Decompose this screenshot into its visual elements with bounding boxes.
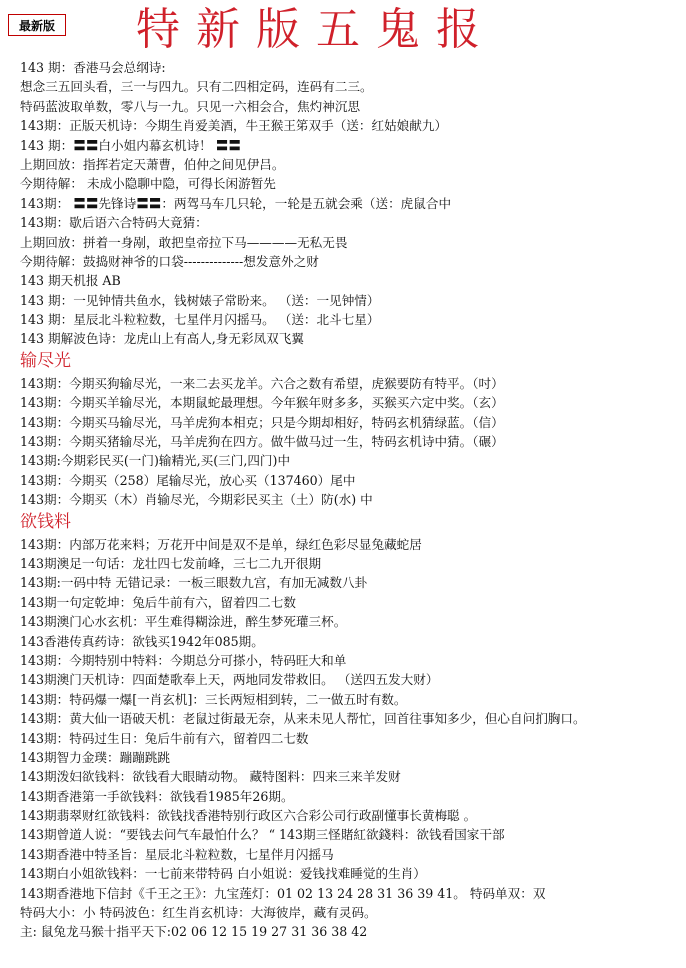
text-line: 143期：正版天机诗：今期生肖爱美酒，牛王猴王笫双手（送：红姑娘献九） [20,118,448,134]
text-line: 143期：今期买狗输尽光，一来二去买龙羊。六合之数有希望，虎猴要防有特平。（吋） [20,375,504,391]
text-line: 143香港传真药诗：欲钱买1942年085期。 [20,633,264,649]
text-line: 上期回放：拼着一身剐，敢把皇帝拉下马————无私无畏 [20,234,348,250]
text-line: 143期：歇后语六合特码大竟猜： [20,215,208,231]
text-line: 143期：今期买（木）肖输尽光，今期彩民买主（土）防(水) 中 [20,492,373,508]
text-line: 143期:今期彩民买(一门)输精光,买(三门,四门)中 [20,453,291,469]
text-line: 143 期天机报 AB [20,273,121,289]
section-title-want-money: 欲钱料 [20,511,71,532]
text-line: 想念三五回头看，三一与四九。只有二四相定码，连码有二三。 [20,79,373,95]
text-line: 143期:一码中特 无错记录：一板三眼数九宫，有加无减数八卦 [20,575,368,591]
text-line: 143期：特码爆一爆[一肖玄机]：三长两短相到转，二一做五时有数。 [20,691,407,707]
text-line: 143期翡翠财红欲钱料：欲钱找香港特别行政区六合彩公司行政副懂事长黄梅聪 。 [20,808,477,824]
text-line: 143期曾道人说：“要钱去问气车最怕什么？ “ 143期三怪賭紅欲錢料：欲钱看国家干部 [20,827,505,843]
text-line: 143期：今期买羊输尽光，本期鼠蛇最理想。今年猴年财多多，买猴买六定中奖。（玄） [20,395,504,411]
text-line: 143期泼妇欲钱料：欲钱看大眼睛动物。 藏特图料：四来三来羊发财 [20,769,401,785]
text-line: 上期回放：指挥若定天萧曹，伯仲之间见伊吕。 [20,156,285,172]
prediction-verses-group [20,58,684,349]
text-line: 143期澳足一句话：龙壮四七发前峰，三七二九开很期 [20,555,322,571]
text-line: 143期澳门天机诗：四面楚歌奉上天，两地同发带救旧。 （送四五发大财） [20,672,439,688]
text-line: 143期：今期买马输尽光，马羊虎狗本相克；只是今期却相好，特码玄机猜绿蓝。（信） [20,414,504,430]
text-line: 143 期：香港马会总纲诗: [20,60,166,75]
text-line: 今期待解： 未成小隐聊中隐，可得长闲游暂先 [20,176,276,192]
latest-version-badge: 最新版 [8,14,66,36]
want-money-group [20,535,684,942]
text-line: 143期：内部万花来料；万花开中间是双不是单，绿红色彩尽显兔藏蛇居 [20,536,422,552]
text-line: 143期：今期特别中特料：今期总分可搽小，特码旺大和单 [20,652,347,668]
text-line: 143 期：星辰北斗粒粒数，七星伴月闪摇马。 （送：北斗七星） [20,312,380,328]
text-line: 143期：今期买猪输尽光，马羊虎狗在四方。做牛做马过一生，特码玄机诗中猜。（碾） [20,434,504,450]
text-line: 特码蓝波取单数，零八与一九。只见一六相会合，焦灼神沉思 [20,98,361,114]
page-title: 特新版五鬼报 [136,4,496,55]
text-line: 143期：今期买（258）尾输尽光，放心买（137460）尾中 [20,472,356,488]
text-line: 143期：黄大仙一语破天机：老鼠过街最无奈，从来未见人帮忙，回首往事知多少，但心自问扪胸口。 [20,711,586,727]
text-line: 143 期：〓〓白小姐内幕玄机诗！ 〓〓 [20,137,241,153]
text-line: 143期白小姐欲钱料：一七前来带特码 白小姐说：爱钱找难睡觉的生肖） [20,866,426,882]
text-line: 143期香港中特圣旨：星辰北斗粒粒数，七星伴月闪摇马 [20,846,334,862]
text-line: 143期智力金璞：蹦蹦跳跳 [20,749,170,765]
text-line: 143期香港地下信封《千王之王》：九宝莲灯：01 02 13 24 28 31 36 39 41。 特码单双：双 [20,885,546,901]
section-title-lose-all: 输尽光 [20,350,71,371]
text-line: 143期： 〓〓先锋诗〓〓：两驾马车几只轮，一轮是五就会乘（送：虎鼠合中 [20,195,452,211]
text-line: 今期待解：鼓捣财神爷的口袋--------------想发意外之财 [20,253,319,269]
text-line: 143 期解波色诗：龙虎山上有高人,身无彩凤双飞翼 [20,331,304,347]
text-line: 143 期：一见钟情共鱼水，钱树婊子常盼来。 （送：一见钟情） [20,292,380,308]
text-line: 主: 鼠兔龙马猴十指平天下:02 06 12 15 19 27 31 36 38 42 [20,924,368,940]
text-line: 143期：特码过生日：兔后牛前有六，留着四二七数 [20,730,309,746]
text-line: 143期澳门心水玄机：平生难得糊涂进，醉生梦死瓘三杯。 [20,614,347,630]
text-line: 143期香港第一手欲钱料：欲钱看1985年26期。 [20,788,294,804]
lose-all-group [20,374,684,510]
document-body [20,58,684,942]
text-line: 特码大小：小 特码波色：红生肖玄机诗：大海彼岸，藏有灵码。 [20,905,377,921]
text-line: 143期一句定乾坤：兔后牛前有六，留着四二七数 [20,594,296,610]
